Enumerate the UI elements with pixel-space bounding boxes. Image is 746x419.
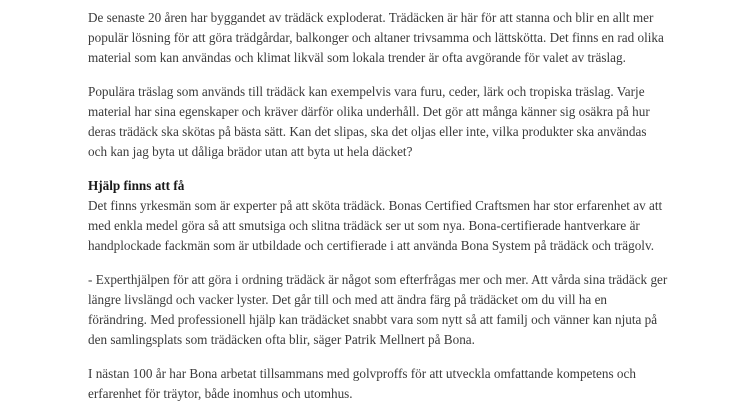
paragraph-body-3: I nästan 100 år har Bona arbetat tillsammans med golvproffs för att utveckla omfattande kompetens och erfarenhet för träytor, både inomhus och utomhus. [88, 366, 636, 401]
paragraph-body-1: Det finns yrkesmän som är experter på att sköta trädäck. Bonas Certified Craftsmen har stor erfarenhet av att med enkla medel göra så att smutsiga och slitna trädäck ser ut som nya. Bona-certifierade hantverkare är handplockade fackmän som är utbildade och certifierade i att använda Bona System på trädäck och trägolv. [88, 198, 663, 253]
paragraph-intro-2: Populära träslag som används till trädäck kan exempelvis vara furu, ceder, lärk och tropiska träslag. Varje material har sina egenskaper och kräver därför olika underhåll. Det gör att många känner sig osäkra på hur deras trädäck ska skötas på bästa sätt. Kan det slipas, ska det oljas eller inte, vilka produkter ska användas och kan jag byta ut dåliga brädor utan att byta ut hela däcket? [88, 84, 650, 159]
section-heading: Hjälp finns att få [88, 178, 185, 193]
paragraph-body-2: - Experthjälpen för att göra i ordning trädäck är något som efterfrågas mer och mer. Att vårda sina trädäck ger längre livslängd och vacker lyster. Det går till och med att ändra färg på trädäcket om du vill ha en förändring. Med professionell hjälp kan trädäcket snabbt vara som nytt så att familj och vänner kan njuta på den samlingsplats som trädäcken ofta blir, säger Patrik Mellnert på Bona. [88, 272, 668, 347]
paragraph-intro-1: De senaste 20 åren har byggandet av trädäck exploderat. Trädäcken är här för att stanna och blir en allt mer populär lösning för att göra trädgårdar, balkonger och altaner trivsamma och lättskötta. Det finns en rad olika material som kan användas och klimat likväl som lokala trender är ofta avgörande för valet av träslag. [88, 10, 664, 65]
document-page [88, 8, 668, 418]
